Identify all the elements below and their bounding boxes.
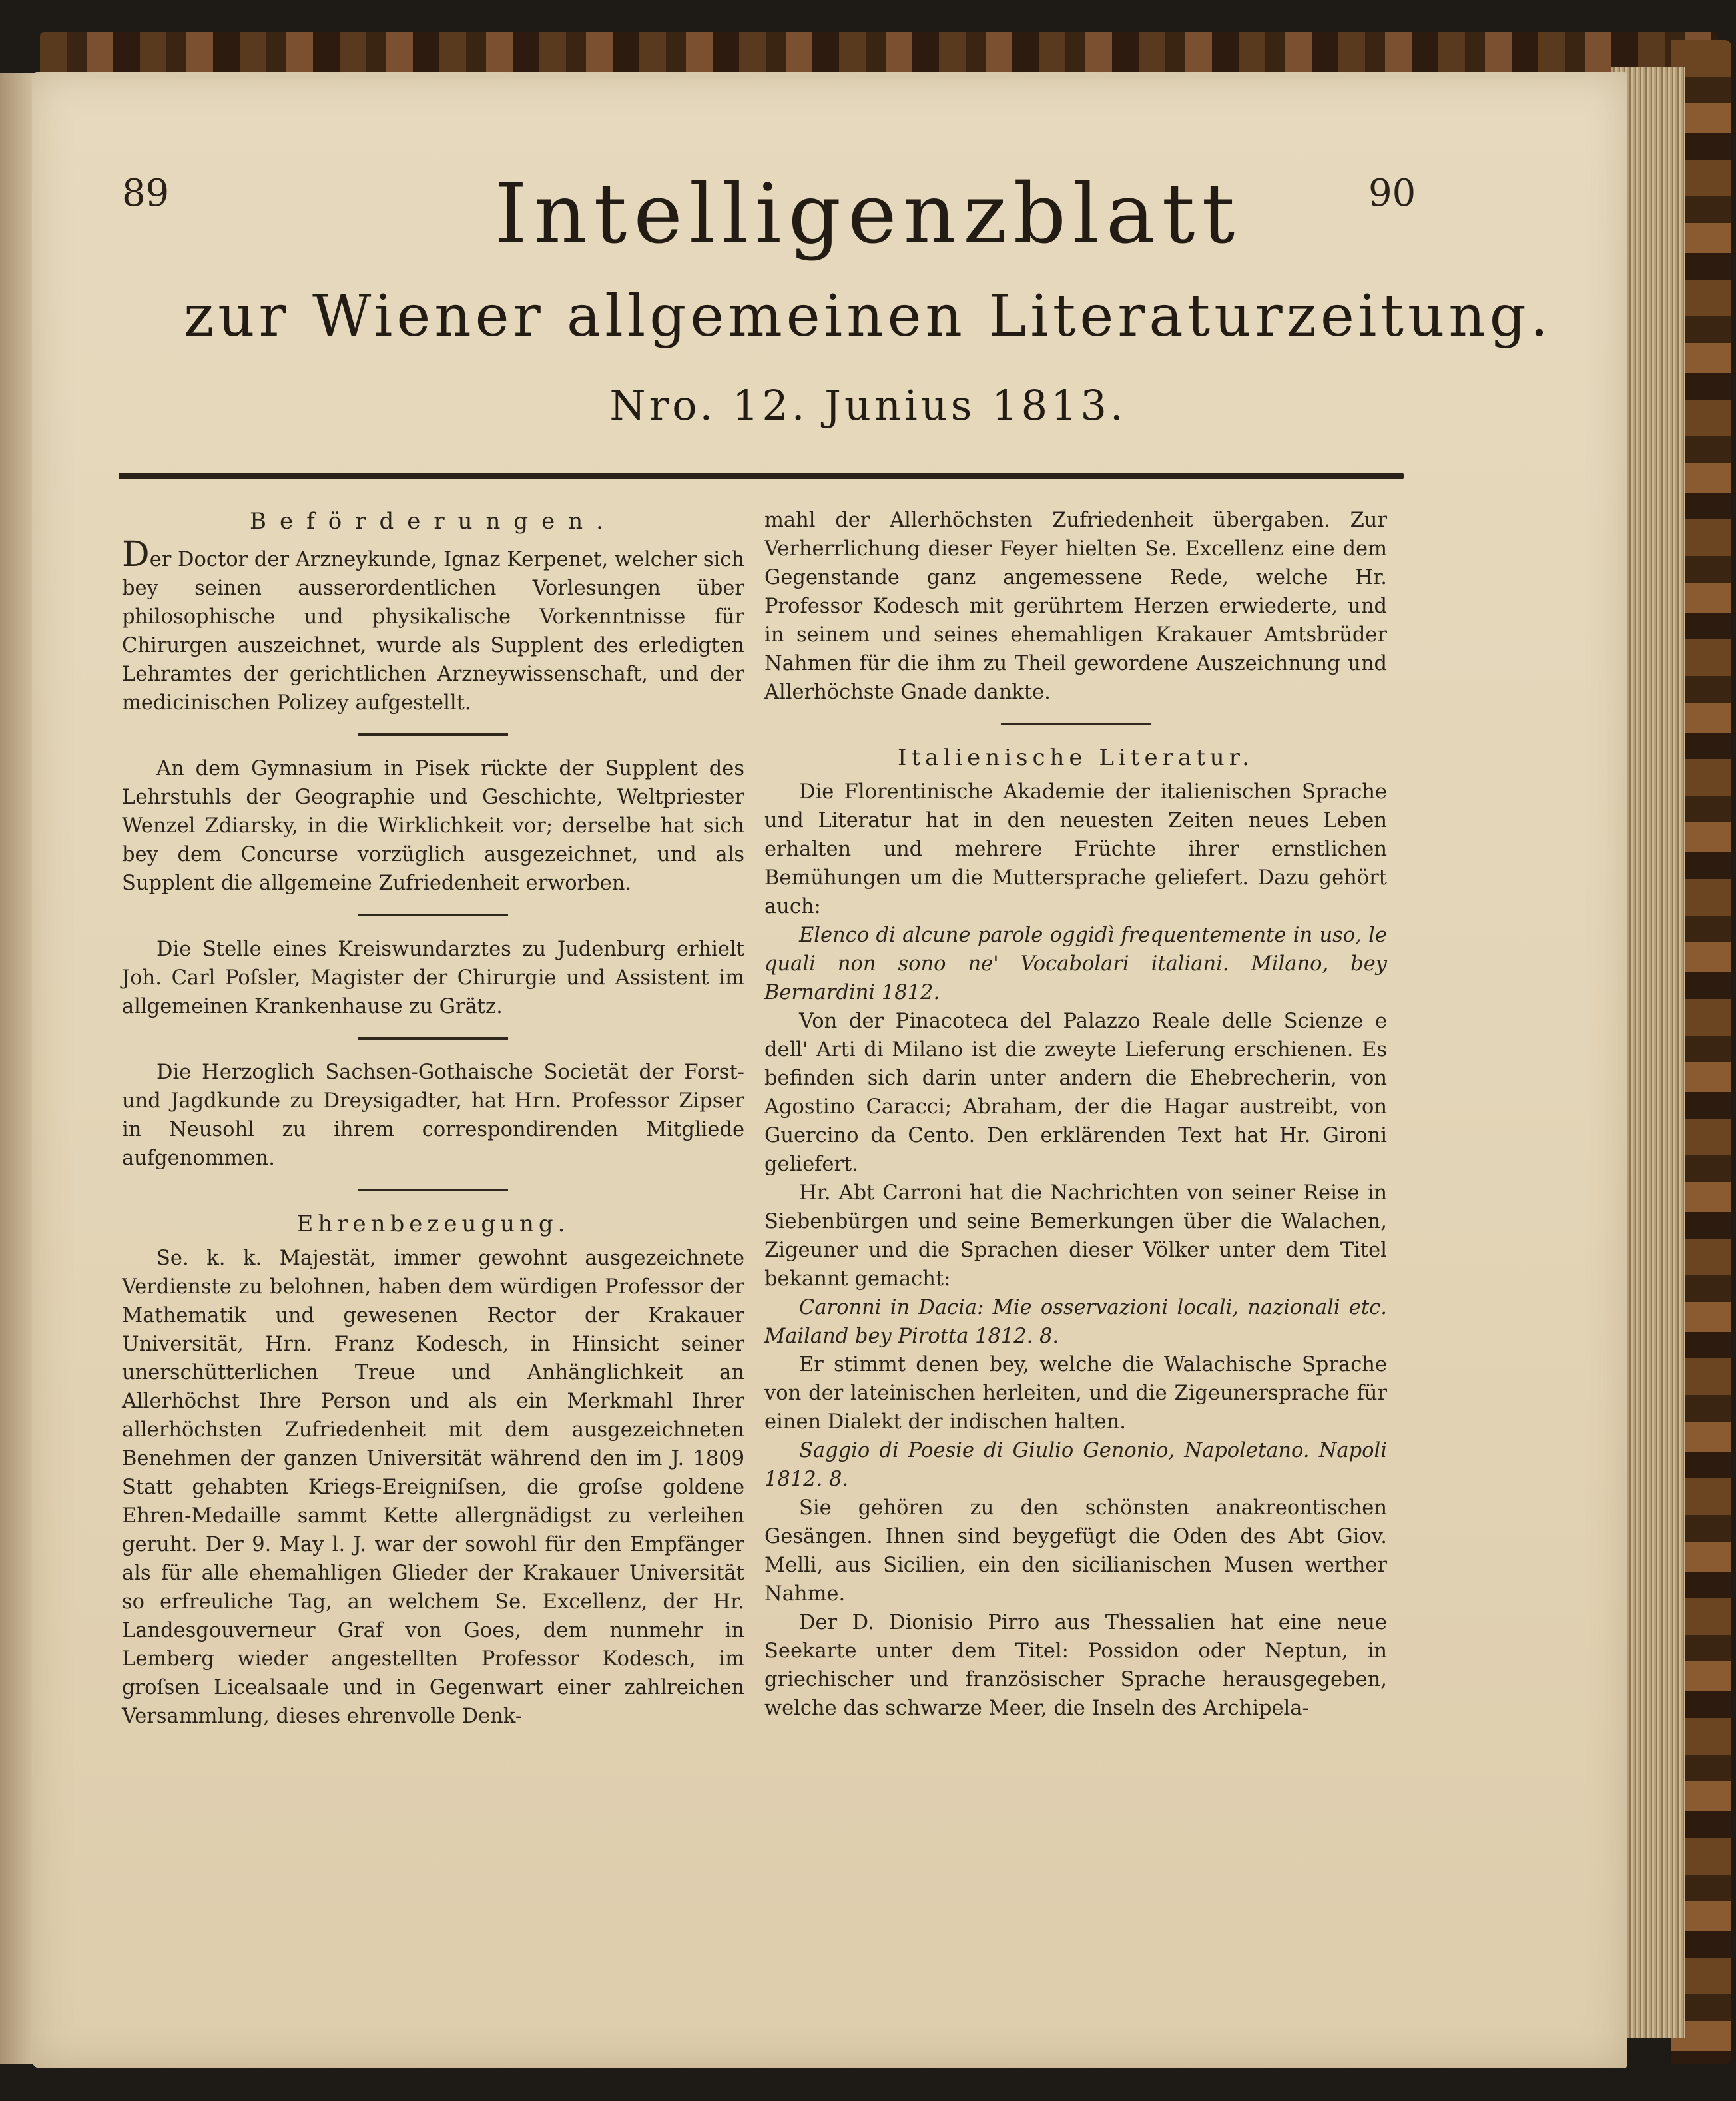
article-kreiswundarzt: Die Stelle eines Kreiswundarztes zu Judenburg erhielt Joh. Carl Poſsler, Magister der Chirurgie und Assistent im allgemeinen Krankenhause zu Grätz.	[122, 938, 744, 1018]
book-title-elenco: Elenco di alcune parole oggidì frequentemente in uso, le quali non sono ne' Vocabolari italiani. Milano, bey Bernardini 1812.	[764, 924, 1387, 1004]
section-divider	[358, 1037, 508, 1040]
section-heading-italienische-literatur: Italienische Literatur.	[898, 745, 1254, 771]
section-divider	[1001, 723, 1151, 725]
drop-cap: D	[122, 535, 150, 575]
page-number-right: 90	[1368, 172, 1416, 215]
book-title-caronni: Caronni in Dacia: Mie osservazioni locali, nazionali etc. Mailand bey Pirotta 1812. 8.	[764, 1296, 1387, 1348]
article-akademie: Die Florentinische Akademie der italienischen Sprache und Literatur hat in den neuesten Zeiten neues Leben erhalten und mehrere Früchte ihrer ernstlichen Bemühungen um die Muttersprache geliefert. Dazu gehört auch:	[764, 780, 1387, 918]
article-carroni: Hr. Abt Carroni hat die Nachrichten von seiner Reise in Siebenbürgen und seine Bemerkungen über die Walachen, Zigeuner und die Sprachen dieser Völker unter dem Titel bekannt gemacht:	[764, 1181, 1387, 1291]
section-divider	[358, 733, 508, 736]
section-heading-befoerderungen: Beförderungen.	[250, 508, 617, 535]
article-gymnasium: An dem Gymnasium in Pisek rückte der Supplent des Lehrstuhls der Geographie und Geschichte, Weltpriester Wenzel Zdiarsky, in die Wirklichkeit vor; derselbe hat sich bey dem Concurse vorzüglich ausgezeichnet, und als Supplent die allgemeine Zufriedenheit erworben.	[122, 757, 744, 895]
left-column	[122, 506, 744, 1731]
right-column	[764, 506, 1387, 1723]
issue-line: Nro. 12. Junius 1813.	[609, 381, 1127, 430]
masthead-subtitle: zur Wiener allgemeinen Literaturzeitung.	[183, 283, 1553, 350]
book-title-saggio: Saggio di Poesie di Giulio Genonio, Napoletano. Napoli 1812. 8.	[764, 1439, 1387, 1491]
masthead-title: Intelligenzblatt	[494, 166, 1242, 262]
article-walachisch: Er stimmt denen bey, welche die Walachische Sprache von der lateinischen herleiten, und die Zigeunersprache für einen Dialekt der indischen halten.	[764, 1353, 1387, 1434]
article-seekarte: Der D. Dionisio Pirro aus Thessalien hat eine neue Seekarte unter dem Titel: Possidon oder Neptun, in griechischer und französischer Sprache herausgegeben, welche das schwarze Meer, die Inseln des Archipela-	[764, 1611, 1387, 1720]
page-number-left: 89	[122, 172, 170, 215]
article-ehrenbezeugung-continued: mahl der Allerhöchsten Zufriedenheit übergaben. Zur Verherrlichung dieser Feyer hielten Se. Excellenz eine dem Gegenstande ganz angemessene Rede, welche Hr. Professor Kodesch mit gerührtem Herzen erwiederte, und in seinem und seines ehemahligen Krakauer Amtsbrüder Nahmen für die ihm zu Theil gewordene Auszeichnung und Allerhöchste Gnade dankte.	[764, 509, 1387, 704]
masthead-rule	[119, 473, 1404, 479]
section-divider	[358, 1189, 508, 1191]
article-societaet: Die Herzoglich Sachsen-Gothaische Societät der Forst- und Jagdkunde zu Dreysigadter, hat Hrn. Professor Zipser in Neusohl zu ihrem correspondirenden Mitgliede aufgenommen.	[122, 1061, 744, 1170]
article-befoerderung	[122, 535, 744, 717]
article-pinacoteca: Von der Pinacoteca del Palazzo Reale delle Scienze e dell' Arti di Milano ist die zweyte Lieferung erschienen. Es befinden sich darin unter andern die Ehebrecherin, von Agostino Caracci; Abraham, der die Hagar austreibt, von Guercino da Cento. Den erklärenden Text hat Hr. Gironi geliefert.	[764, 1010, 1387, 1176]
article-anakreontisch: Sie gehören zu den schönsten anakreontischen Gesängen. Ihnen sind beygefügt die Oden des Abt Giov. Melli, aus Sicilien, ein den sicilianischen Musen werther Nahme.	[764, 1496, 1387, 1606]
article-ehrenbezeugung: Se. k. k. Majestät, immer gewohnt ausgezeichnete Verdienste zu belohnen, haben dem würdigen Professor der Mathematik und gewesenen Rector der Krakauer Universität, Hrn. Franz Kodesch, in Hinsicht seiner unerschütterlichen Treue und Anhänglichkeit an Allerhöchst Ihre Person und als ein Merkmahl Ihrer allerhöchsten Zufriedenheit mit dem ausgezeichneten Benehmen der ganzen Universität während den im J. 1809 Statt gehabten Kriegs-Ereigniſsen, die groſse goldene Ehren-Medaille sammt Kette allergnädigst zu verleihen geruht. Der 9. May l. J. war der sowohl für den Empfänger als für alle ehemahligen Glieder der Krakauer Universität so erfreuliche Tag, an welchem Se. Excellenz, der Hr. Landesgouverneur Graf von Goes, dem nunmehr in Lemberg wieder angestellten Professor Kodesch, im groſsen Licealsaale und in Gegenwart einer zahlreichen Versammlung, dieses ehrenvolle Denk-	[122, 1247, 744, 1728]
article-befoerderung-text: er Doctor der Arzneykunde, Ignaz Kerpenet, welcher sich bey seinen ausserordentlichen Vorlesungen über philosophische und physikalische Vorkenntnisse für Chirurgen auszeichnet, wurde als Supplent des erledigten Lehramtes der gerichtlichen Arzneywissenschaft, und der medicinischen Polizey aufgestellt.	[122, 548, 744, 715]
section-divider	[358, 914, 508, 916]
section-heading-ehrenbezeugung: Ehrenbezeugung.	[296, 1211, 570, 1237]
